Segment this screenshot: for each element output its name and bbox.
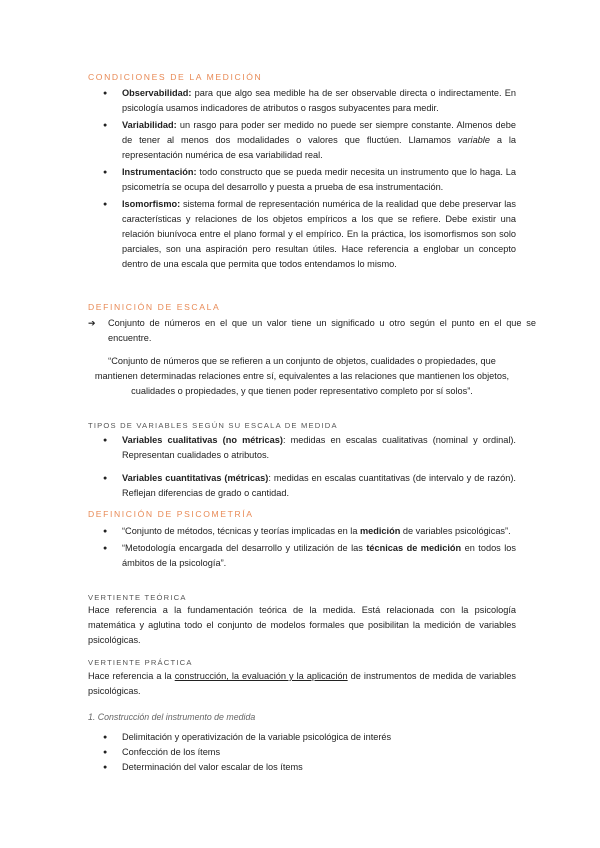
- heading-psicometria: DEFINICIÓN DE PSICOMETRÍA: [88, 509, 254, 519]
- arrow-right-icon: ➔: [88, 318, 96, 328]
- list-condiciones: [88, 86, 516, 272]
- heading-practica: VERTIENTE PRÁCTICA: [88, 658, 193, 667]
- list-construccion: [88, 730, 516, 775]
- list-item: ● Determinación del valor escalar de los ítems: [88, 760, 516, 775]
- list-psicometria: [88, 524, 516, 571]
- list-item: ● Instrumentación: todo constructo que se pueda medir necesita un instrumento que lo haga. La psicometría se ocupa del desarrollo y puesta a prueba de esa instrumentación.: [88, 165, 516, 195]
- heading-tipos: TIPOS DE VARIABLES SEGÚN SU ESCALA DE MEDIDA: [88, 421, 338, 430]
- heading-escala: DEFINICIÓN DE ESCALA: [88, 302, 221, 312]
- list-tipos: [88, 433, 516, 501]
- list-item: ● Delimitación y operativización de la variable psicológica de interés: [88, 730, 516, 745]
- list-item: ● Variables cualitativas (no métricas): medidas en escalas cualitativas (nominal y ordinal). Representan cualidades o atributos.: [88, 433, 516, 463]
- escala-quote: “Conjunto de números que se refieren a un conjunto de objetos, cualidades o propiedades, que mantienen determinadas relaciones entre sí, equivalentes a las relaciones que mantienen los objetos, cualidades o propiedades, y que tienen poder representativo completo por sí solos”.: [94, 356, 510, 396]
- list-item: ● Variables cuantitativas (métricas): medidas en escalas cuantitativas (de intervalo y de razón). Reflejan diferencias de grado o cantidad.: [88, 471, 516, 501]
- list-item: ● Isomorfismo: sistema formal de representación numérica de la realidad que debe preservar las características y relaciones de los objetos empíricos a los que se refiere. Debe existir una relación biunívoca entre el plano formal y el empírico. En la práctica, los isomorfismos son solo parciales, son una aspiración pero resultan útiles. Hace referencia a englobar un concepto dentro de una escala que permita que todos entendamos lo mismo.: [88, 197, 516, 272]
- heading-condiciones: CONDICIONES DE LA MEDICIÓN: [88, 72, 263, 82]
- escala-arrow-item: ➔ Conjunto de números en el que un valor tiene un significado u otro según el punto en el que se encuentre.: [88, 318, 536, 343]
- heading-construccion: 1. Construcción del instrumento de medida: [88, 712, 256, 722]
- list-item: ● “Metodología encargada del desarrollo y utilización de las técnicas de medición en todos los ámbitos de la psicología”.: [88, 541, 516, 571]
- heading-teorica: VERTIENTE TEÓRICA: [88, 593, 187, 602]
- list-item: ● Observabilidad: para que algo sea medible ha de ser observable directa o indirectamente. En psicología usamos indicadores de atributos o rasgos subyacentes para medir.: [88, 86, 516, 116]
- list-item: ● Variabilidad: un rasgo para poder ser medido no puede ser siempre constante. Almenos debe de tener al menos dos modalidades o valores que fluctúen. Llamamos variable a la representación numérica de esa variabilidad real.: [88, 118, 516, 163]
- teorica-paragraph: Hace referencia a la fundamentación teórica de la medida. Está relacionada con la psicología matemática y aglutina todo el conjunto de modelos formales que posibilitan la medición de variables psicológicas.: [88, 605, 516, 645]
- practica-paragraph: Hace referencia a la construcción, la evaluación y la aplicación de instrumentos de medida de variables psicológicas.: [88, 671, 516, 696]
- list-item: ● “Conjunto de métodos, técnicas y teorías implicadas en la medición de variables psicológicas”.: [88, 524, 516, 539]
- list-item: ● Confección de los ítems: [88, 745, 516, 760]
